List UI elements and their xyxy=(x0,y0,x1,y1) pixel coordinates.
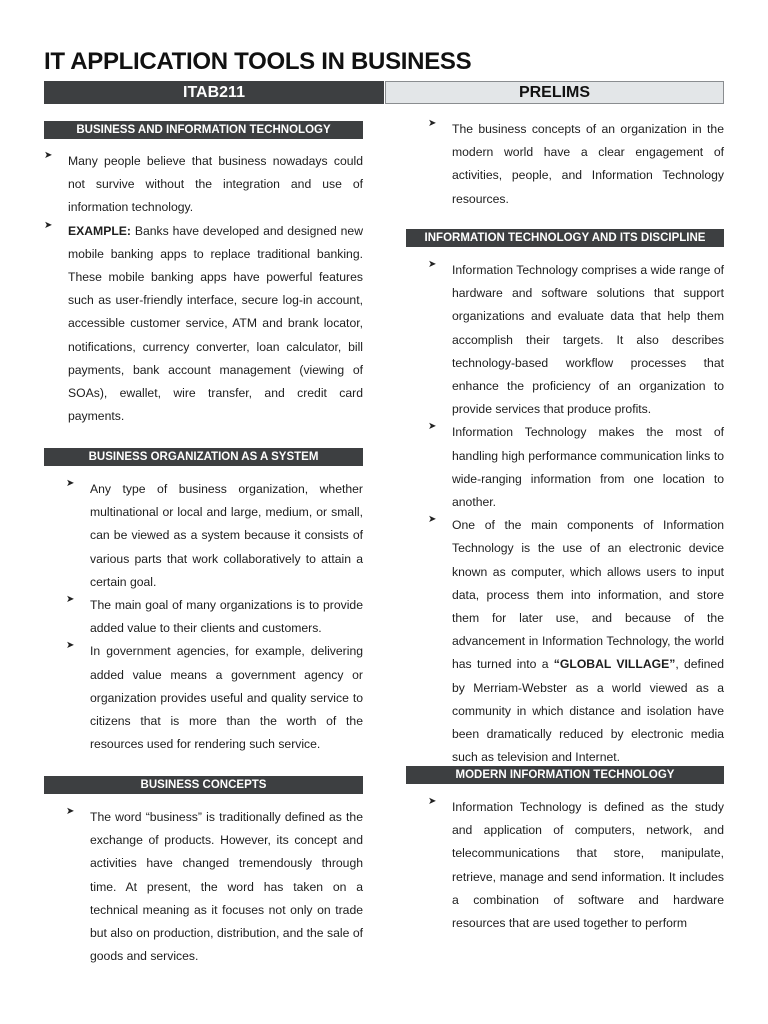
global-village-term: “GLOBAL VILLAGE” xyxy=(553,657,676,672)
section-business-it-body xyxy=(44,150,363,428)
section-heading-text: BUSINESS AND INFORMATION TECHNOLOGY xyxy=(76,124,331,136)
bullet-text: Many people believe that business nowadays could not survive without the integration and use of information technology. xyxy=(68,154,363,215)
section-heading-business-concepts xyxy=(44,776,363,794)
bullet-text-part: One of the main components of Information Technology is the use of an electronic device known as computer, which allows users to input data, process them into information, and store them for later use, and because of the advancement in Information Technology, the world has turned into a xyxy=(452,518,724,672)
section-business-concepts-body xyxy=(66,806,363,968)
bullet-item xyxy=(44,220,363,429)
section-heading-business-org xyxy=(44,448,363,466)
arrow-bullet-icon: ➤ xyxy=(44,219,53,231)
section-it-discipline-body xyxy=(428,259,724,769)
section-heading-business-it xyxy=(44,121,363,139)
arrow-bullet-icon: ➤ xyxy=(66,640,75,652)
arrow-bullet-icon: ➤ xyxy=(428,259,437,270)
bullet-text-part: , defined by Merriam-Webster as a world viewed as a community in which distance and isolation have been dramatically reduced by electronic media such as television and Internet. xyxy=(452,657,724,765)
bullet-item xyxy=(66,640,363,756)
section-heading-text: BUSINESS CONCEPTS xyxy=(140,779,267,791)
arrow-bullet-icon: ➤ xyxy=(66,478,75,489)
arrow-bullet-icon: ➤ xyxy=(428,118,437,129)
bullet-text: The main goal of many organizations is to provide added value to their clients and customers. xyxy=(90,598,363,636)
section-continued-body xyxy=(428,118,724,211)
arrow-bullet-icon: ➤ xyxy=(428,796,437,807)
bullet-text: Information Technology comprises a wide range of hardware and software solutions that support organizations and evaluate data that help them accomplish their targets. It also describes technology-based workflow processes that enhance the proficiency of an organization to provide services that produce profits. xyxy=(452,263,724,417)
section-heading-text: INFORMATION TECHNOLOGY AND ITS DISCIPLINE xyxy=(424,232,706,244)
bullet-item xyxy=(428,796,724,935)
bullet-item xyxy=(44,150,363,220)
bullet-text xyxy=(452,514,724,769)
arrow-bullet-icon: ➤ xyxy=(66,594,75,606)
bullet-item xyxy=(66,806,363,968)
course-code-bar xyxy=(44,81,384,104)
bullet-item xyxy=(428,259,724,421)
example-text: Banks have developed and designed new mobile banking apps to replace traditional banking. These mobile banking apps have powerful features such as user-friendly interface, secure log-in account, accessible customer service, ATM and brank locator, notifications, currency converter, loan calculator, bill payments, bank account management (viewing of SOAs), ewallet, wire transfer, and credit card payments. xyxy=(68,223,363,424)
bullet-text: In government agencies, for example, delivering added value means a government agency or organization provides useful and quality service to citizens that is more than the worth of the resources used for rendering such service. xyxy=(90,644,363,752)
arrow-bullet-icon: ➤ xyxy=(428,514,437,526)
section-business-org-body xyxy=(66,478,363,756)
section-heading-text: MODERN INFORMATION TECHNOLOGY xyxy=(455,769,675,781)
bullet-item xyxy=(428,421,724,514)
arrow-bullet-icon: ➤ xyxy=(428,421,437,433)
bullet-text: Any type of business organization, whether multinational or local and large, medium, or small, can be viewed as a system because it consists of various parts that work collaboratively to attain a certain goal. xyxy=(90,482,363,589)
section-heading-it-discipline xyxy=(406,229,724,247)
bullet-item xyxy=(428,514,724,769)
term-label: PRELIMS xyxy=(518,83,591,101)
bullet-text: The business concepts of an organization in the modern world have a clear engagement of activities, people, and Information Technology resources. xyxy=(452,122,724,206)
section-heading-modern-it xyxy=(406,766,724,784)
bullet-item xyxy=(66,594,363,640)
bullet-item xyxy=(66,478,363,594)
bullet-text: Information Technology is defined as the study and application of computers, network, and telecommunications that store, manipulate, retrieve, manage and send information. It includes a combination of software and hardware resources that are used together to perform xyxy=(452,800,724,931)
bullet-text: The word “business” is traditionally defined as the exchange of products. However, its concept and activities have changed tremendously through time. At present, the word has taken on a technical meaning as it focuses not only on trade but also on production, distribution, and the sale of goods and services. xyxy=(90,810,363,964)
bullet-text: Information Technology makes the most of handling high performance communication links to wide-ranging information from one location to another. xyxy=(452,425,724,510)
term-bar xyxy=(385,81,724,104)
arrow-bullet-icon: ➤ xyxy=(66,806,75,817)
example-label: EXAMPLE: xyxy=(68,223,131,238)
section-heading-text: BUSINESS ORGANIZATION AS A SYSTEM xyxy=(88,451,319,463)
bullet-item xyxy=(428,118,724,211)
arrow-bullet-icon: ➤ xyxy=(44,150,53,161)
course-code: ITAB211 xyxy=(183,83,245,101)
document-title: IT APPLICATION TOOLS IN BUSINESS xyxy=(44,48,472,75)
section-modern-it-body xyxy=(428,796,724,935)
bullet-text xyxy=(68,220,363,429)
